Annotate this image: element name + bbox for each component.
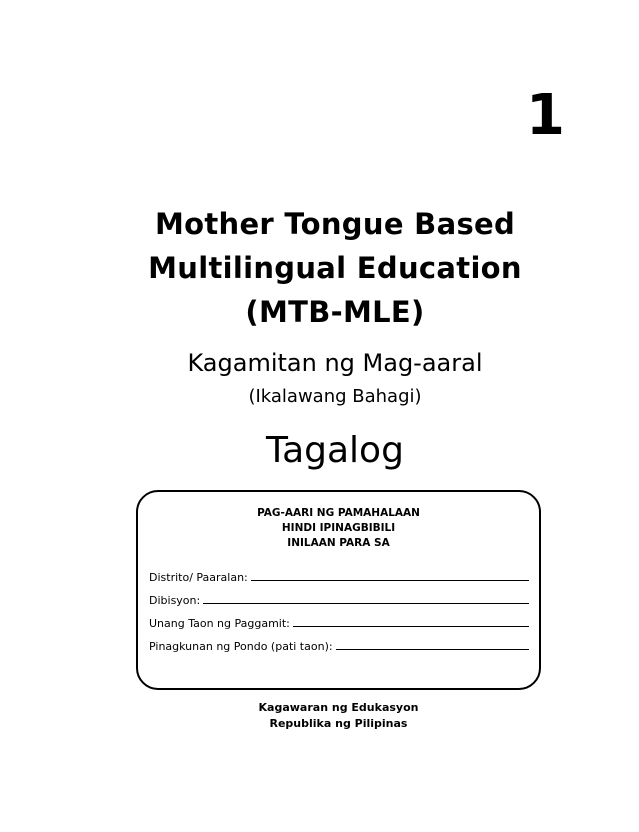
blank-line[interactable] (203, 593, 529, 604)
publisher-footer (136, 700, 541, 732)
grade-number: 1 (526, 83, 565, 148)
ownership-box (136, 490, 541, 690)
field-label: Pinagkunan ng Pondo (pati taon): (149, 640, 333, 653)
field-label: Distrito/ Paaralan: (149, 571, 248, 584)
field-label: Dibisyon: (149, 594, 201, 607)
ownership-notice (138, 506, 539, 551)
field-district-school (149, 570, 529, 593)
field-first-year-of-use (149, 616, 529, 639)
field-division (149, 593, 529, 616)
title-line-2: Multilingual Education (148, 251, 522, 285)
notice-line-1: PAG-AARI NG PAMAHALAAN (257, 507, 420, 519)
notice-line-3: INILAAN PARA SA (287, 537, 390, 549)
blank-line[interactable] (293, 616, 529, 627)
notice-line-2: HINDI IPINAGBIBILI (281, 522, 396, 534)
field-label: Unang Taon ng Paggamit: (149, 617, 290, 630)
field-fund-source (149, 639, 529, 662)
title-line-1: Mother Tongue Based (154, 207, 516, 241)
footer-line-1: Kagawaran ng Edukasyon (258, 701, 419, 714)
title-line-3: (MTB-MLE) (245, 295, 425, 329)
book-part: (Ikalawang Bahagi) (248, 386, 422, 407)
book-subtitle: Kagamitan ng Mag-aaral (187, 349, 483, 377)
ownership-fields (149, 570, 529, 662)
blank-line[interactable] (336, 639, 529, 650)
blank-line[interactable] (251, 570, 529, 581)
book-title (130, 202, 540, 334)
book-language: Tagalog (266, 430, 404, 471)
footer-line-2: Republika ng Pilipinas (269, 717, 408, 730)
